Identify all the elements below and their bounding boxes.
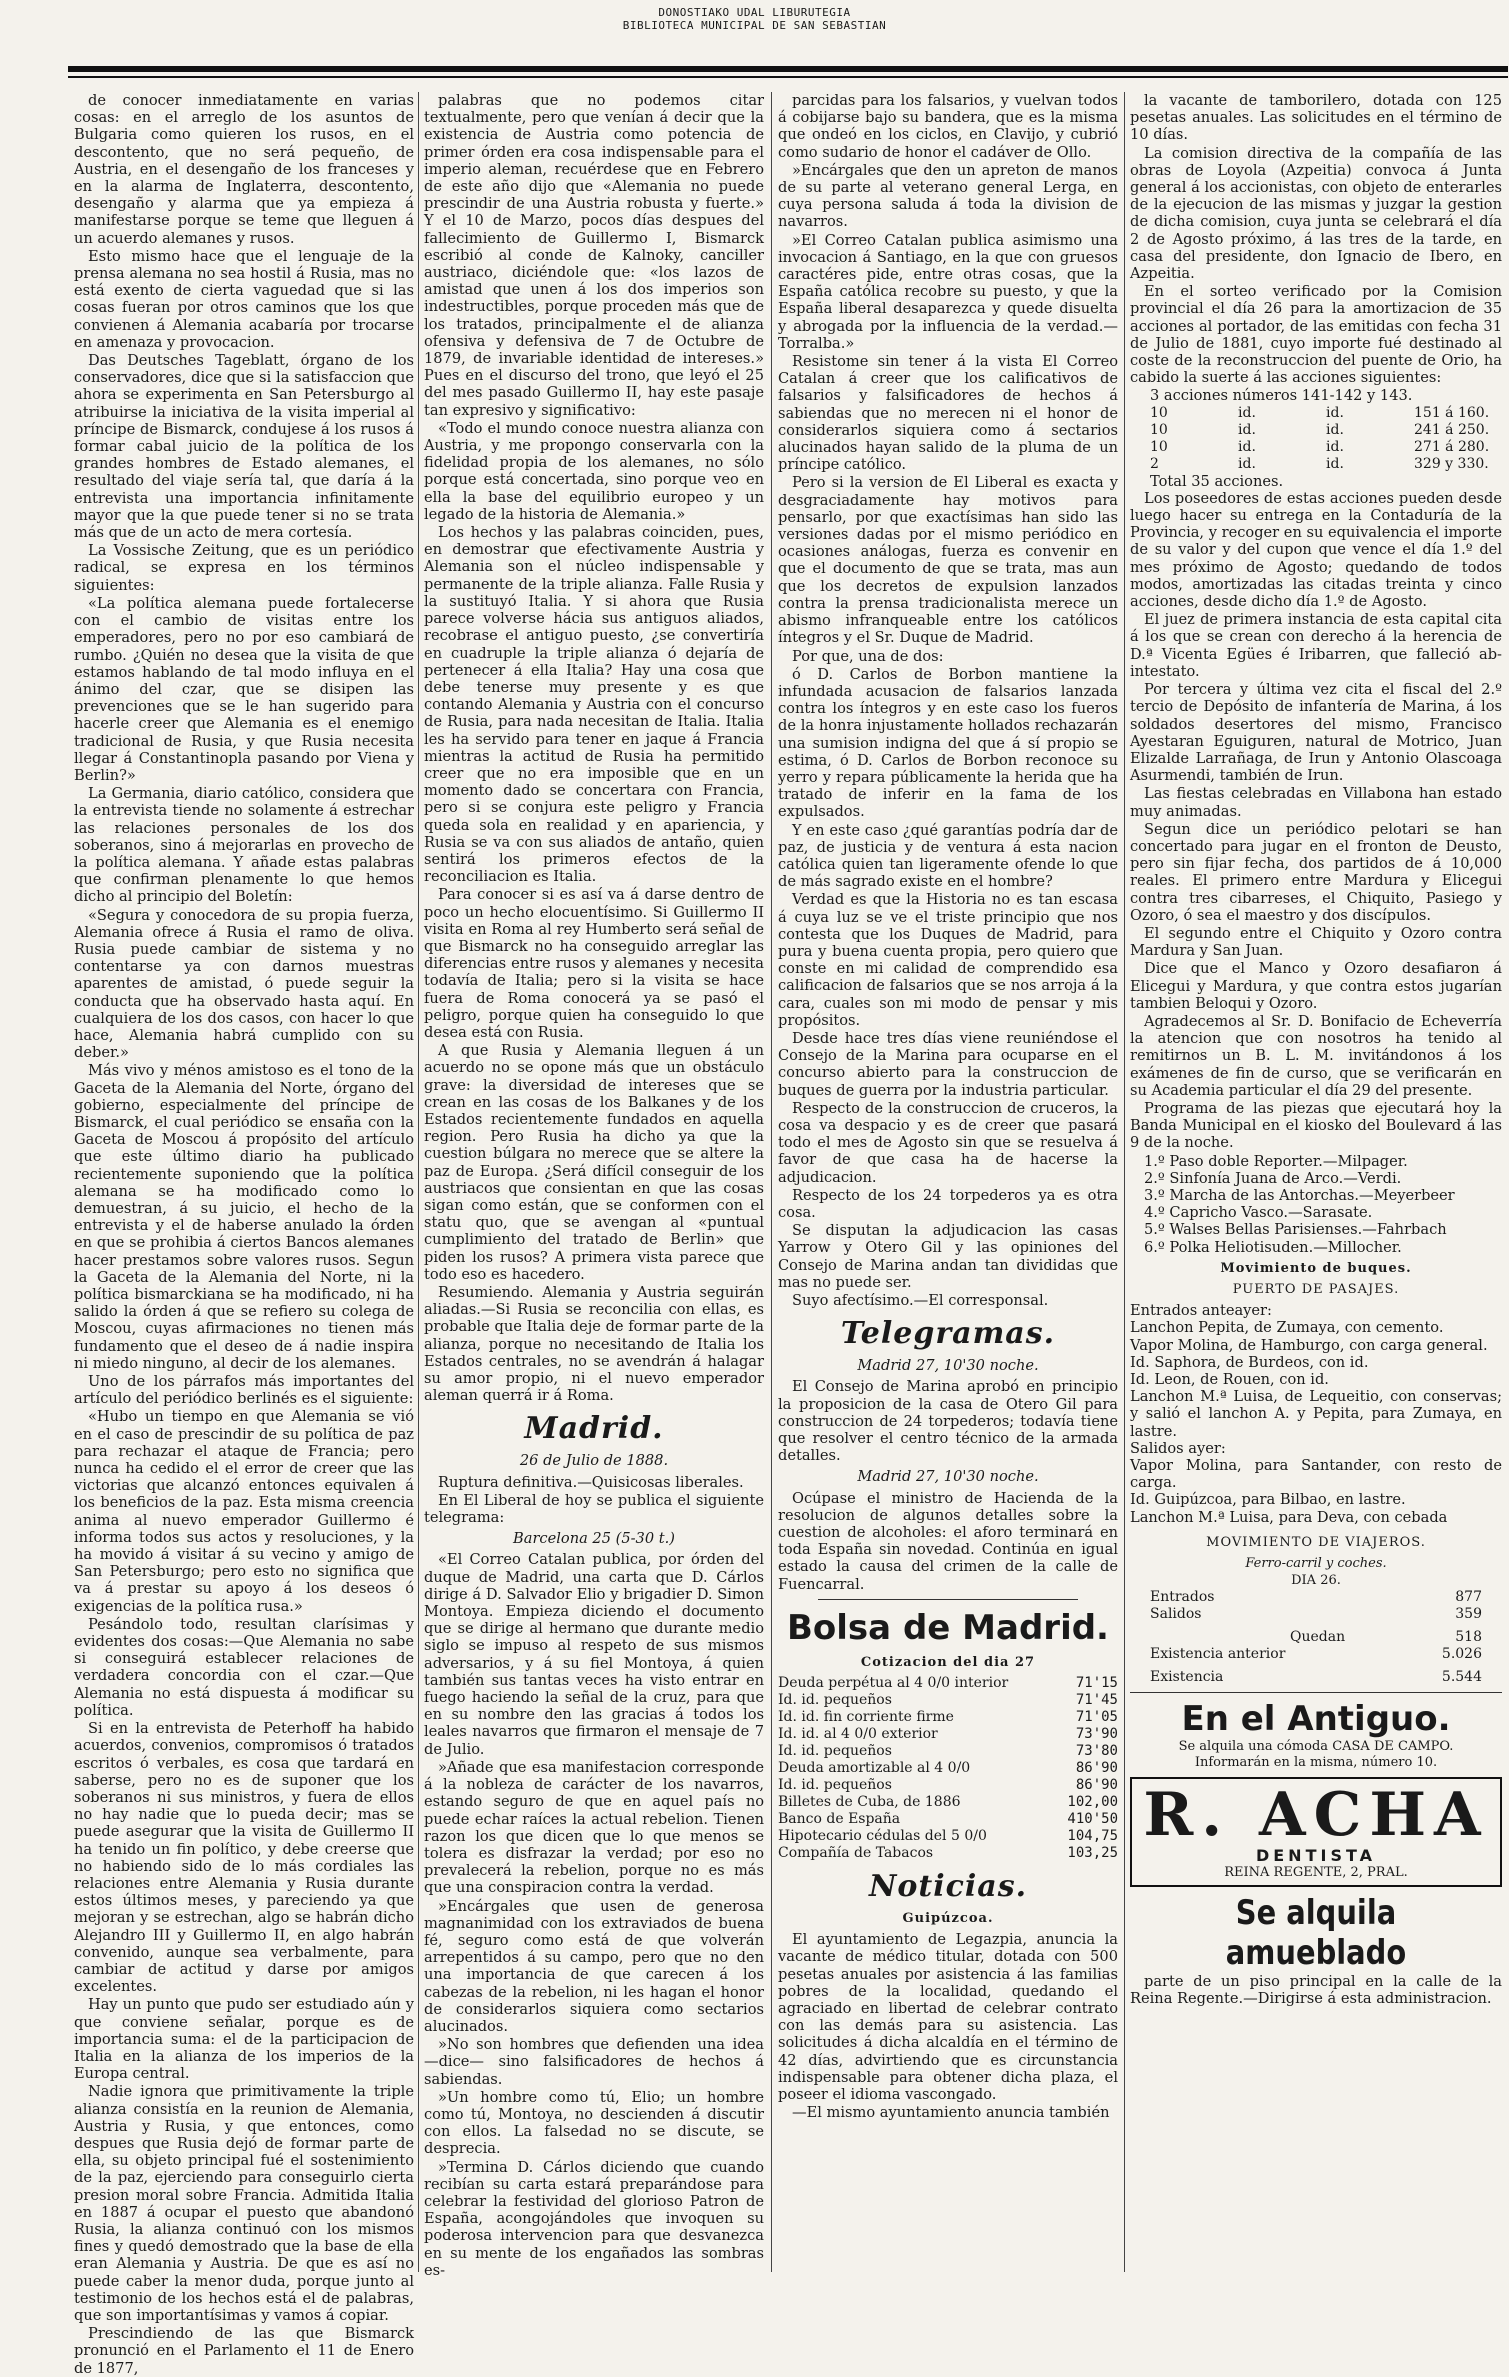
viajeros-dia: DIA 26. (1291, 1573, 1341, 1589)
bolsa-label: Id. id. pequeños (778, 1777, 892, 1794)
bolsa-value: 102,00 (1067, 1794, 1118, 1811)
paragraph: Pesándolo todo, resultan clarísimas y evidentes dos cosas:—Que Alemania no sabe si conseguirá establecer relaciones de verdadera concordia con el czar.—Que Alemania no está dispuesta á modificar su política. (74, 1615, 414, 1719)
acc-id: id. (1326, 421, 1344, 438)
paragraph: Agradecemos al Sr. D. Bonifacio de Echeverría la atencion que con nosotros ha tenido al remitirnos un B. L. M. invitándonos á los exámenes de fin de curso, que se verificarán en su Academia particular el día 29 del presente. (1130, 1012, 1502, 1099)
table-row (778, 1845, 1118, 1862)
bolsa-label: Id. id. al 4 0/0 exterior (778, 1726, 938, 1743)
list-item: 5.º Walses Bellas Parisienses.—Fahrbach (1144, 1221, 1447, 1239)
noticias-region: Guipúzcoa. (902, 1911, 994, 1927)
telegram-text: El Consejo de Marina aprobó en principio la proposicion de la casa de Otero Gil para construccion de 24 torpederos; todavía tiene que resolver el centro técnico de la armada detalles. (778, 1378, 1118, 1465)
viaj-value: 359 (1455, 1606, 1482, 1623)
bolsa-subtitle: Cotizacion del dia 27 (860, 1654, 1036, 1670)
top-rule-thick (68, 66, 1508, 72)
bolsa-label: Hipotecario cédulas del 5 0/0 (778, 1828, 987, 1845)
viaj-value: 5.544 (1441, 1669, 1482, 1686)
bolsa-value: 104,75 (1067, 1828, 1118, 1845)
table-row (778, 1811, 1118, 1828)
paragraph: «Hubo un tiempo en que Alemania se vió en el caso de prescindir de su política de paz para rechazar el ataque de Francia; pero nunca ha cedido el el error de creer que las victorias que alcanzó entonces equivalen á los beneficios de la paz. Esta misma creencia anima al nuevo emperador Guillermo é informa todos sus actos y resoluciones, y la ha movido á visitar á su vecino y amigo de San Petersburgo; pero esto no significa que va á prestar su apoyo á los deseos ó exigencias de la política rusa.» (74, 1408, 414, 1615)
telegram-text: Ocúpase el ministro de Hacienda de la resolucion de algunos detalles sobre la cuestion de alcoholes: el aforo terminará en toda España sin novedad. Continúa en igual estado la causa del crimen de la calle de Fuencarral. (778, 1489, 1118, 1593)
table-row (1130, 1589, 1502, 1606)
acciones-head: 3 acciones números 141-142 y 143. (1150, 387, 1413, 405)
paragraph: Y en este caso ¿qué garantías podría dar de paz, de justicia y de ventura á esta nacion católica quien tan ligeramente ofende lo que de más sagrado existe en el hombre? (778, 821, 1118, 891)
bolsa-table (778, 1675, 1118, 1862)
top-rule-thin (68, 76, 1508, 78)
paragraph: Resumiendo. Alemania y Austria seguirán aliadas.—Si Rusia se reconcilia con ellas, es probable que Italia deje de formar parte de la alianza, porque no necesitando de Italia los Estados centrales, no se avendrán á halagar su amor propio, ni el nuevo emperador aleman querrá ir á Roma. (424, 1284, 764, 1405)
paragraph: »Termina D. Cárlos diciendo que cuando recibían su carta estará preparándose para celebrar la festividad del glorioso Patron de España, acongojándoles que invoquen su poderosa intervencion para que desvanezca en su mente de los engañados las sombras es- (424, 2158, 764, 2279)
paragraph: »El Correo Catalan publica asimismo una invocacion á Santiago, en la que con gruesos caractéres pide, entre otras cosas, que la España católica recobre su puesto, y que la España liberal desaparezca y quede disuelta y abrogada por la influencia de la verdad.—Torralba.» (778, 231, 1118, 352)
paragraph: Ruptura definitiva.—Quisicosas liberales. (438, 1473, 744, 1491)
acc-range: 329 y 330. (1414, 455, 1489, 472)
acc-count: 10 (1150, 421, 1168, 438)
paragraph: Nadie ignora que primitivamente la triple alianza consistía en la reunion de Alemania, Austria y Rusia, y que entonces, como despues que Rusia dejó de formar parte de ella, su objeto principal fué el sostenimiento de la paz, ejerciendo para conseguirlo cierta presion moral sobre Francia. Admitida Italia en 1887 á ocupar el puesto que abandonó Rusia, la alianza continuó con los mismos fines y quedó demostrado que la base de ella eran Alemania y Austria. De que es así no puede caber la menor duda, porque junto al testimonio de los hechos está el de palabras, que son importantísimas y vamos á copiar. (74, 2083, 414, 2324)
paragraph: Por que, una de dos: (792, 647, 944, 665)
table-row (1130, 1606, 1502, 1623)
column-divider-3 (1124, 92, 1125, 2272)
paragraph: Uno de los párrafos más importantes del artículo del periódico berlinés es el siguiente: (74, 1373, 414, 1408)
paragraph: Los hechos y las palabras coinciden, pues, en demostrar que efectivamente Austria y Alemania son el núcleo indispensable y permanente de la triple alianza. Falle Rusia y la sustituyó Italia. Y si ahora que Rusia parece volverse hácia sus antiguos aliados, recobrase el antiguo puesto, ¿se convertiría en cuadruple la triple alianza ó dejaría de pertenecer á ella Italia? Hay una cosa que debe tenerse muy presente y es que contando Alemania y Austria con el concurso de Rusia, para nada necesitan de Italia. Italia les ha servido para tener en jaque á Francia mientras la actitud de Rusia ha permitido creer que no era imposible que en un momento dado se concertara con Francia, pero si se conjura este peligro y Francia queda sola en realidad y en apariencia, y Rusia se va con sus aliados de antaño, quien sentirá los primeros efectos de la reconciliacion es Italia. (424, 524, 764, 886)
bolsa-label: Deuda perpétua al 4 0/0 interior (778, 1675, 1009, 1692)
table-row (778, 1709, 1118, 1726)
paragraph: palabras que no podemos citar textualmente, pero que venían á decir que la existencia de Austria como potencia de primer órden era cosa indispensable para el imperio aleman, recuérdese que en Febrero de este año dijo que «Alemania no puede prescindir de una Austria robusta y fuerte.» Y el 10 de Marzo, pocos días despues del fallecimiento de Guillermo I, Bismarck escribió al conde de Kalnoky, canciller austriaco, diciéndole que: «los lazos de amistad que unen á los dos imperios son indestructibles, porque proceden más que de los tratados, principalmente el de alianza ofensiva y defensiva de 7 de Octubre de 1879, de invariable identidad de intereses.» Pues en el discurso del trono, que leyó el 25 del mes pasado Guillermo II, hay este pasaje tan expresivo y significativo: (424, 92, 764, 419)
paragraph: La Germania, diario católico, considera que la entrevista tiende no solamente á estrechar las relaciones personales de los dos soberanos, sino á mejorarlas en provecho de la política alemana. Y añade estas palabras que confirman plenamente lo que hemos dicho al principio del Boletín: (74, 785, 414, 906)
acc-id: id. (1238, 404, 1256, 421)
bolsa-label: Billetes de Cuba, de 1886 (778, 1794, 961, 1811)
list-item: Entrados anteayer: (1130, 1302, 1272, 1320)
acc-count: 10 (1150, 438, 1168, 455)
telegram-dateline: Madrid 27, 10'30 noche. (857, 1357, 1039, 1375)
bolsa-value: 410'50 (1067, 1811, 1118, 1828)
paragraph: la vacante de tamborilero, dotada con 125 pesetas anuales. Las solicitudes en el término de 10 días. (1130, 92, 1502, 144)
paragraph: »No son hombres que defienden una idea —dice— sino falsificadores de hechos á sabiendas. (424, 2036, 764, 2088)
acc-count: 2 (1150, 455, 1159, 472)
list-item: Id. Leon, de Rouen, con id. (1130, 1371, 1329, 1389)
acc-id: id. (1326, 404, 1344, 421)
paragraph: »Encárgales que usen de generosa magnanimidad con los extraviados de buena fé, seguro como está de que volverán arrepentidos á su campo, pero que no den una importancia de que carecen á los cabezas de la rebelion, ni les hagan el honor de considerarlos siquiera como sectarios alucinados. (424, 1897, 764, 2035)
paragraph: Respecto de los 24 torpederos ya es otra cosa. (778, 1186, 1118, 1221)
noticias-section-title: Noticias. (868, 1869, 1028, 1905)
paragraph: Segun dice un periódico pelotari se han concertado para jugar en el fronton de Deusto, pero sin fijar fecha, dos partidos de á 10,000 reales. El primero entre Mardura y Elicegui contra tres cibarreses, el Chiquito, Pasiego y Ozoro, ó sea el maestro y dos discípulos. (1130, 820, 1502, 924)
viaj-label: Quedan (1290, 1629, 1346, 1646)
table-row (1150, 456, 1502, 473)
list-item: Id. Guipúzcoa, para Bilbao, en lastre. (1130, 1491, 1406, 1509)
bolsa-label: Compañía de Tabacos (778, 1845, 934, 1862)
paragraph: Dice que el Manco y Ozoro desafiaron á Elicegui y Mardura, y que contra estos jugarían tambien Beloqui y Ozoro. (1130, 960, 1502, 1012)
list-item: 2.º Sinfonía Juana de Arco.—Verdi. (1144, 1169, 1402, 1187)
table-row (1130, 1629, 1502, 1646)
paragraph: »Encárgales que den un apreton de manos de su parte al veterano general Lerga, en cuya persona saluda á toda la division de navarros. (778, 161, 1118, 231)
paragraph: Los poseedores de estas acciones pueden desde luego hacer su entrega en la Contaduría de la Provincia, y recoger en su equivalencia el importe de su valor y del cupon que vence el día 1.º del mes próximo de Agosto; quedando de todos modos, amortizadas las citadas treinta y cinco acciones, desde dicho día 1.º de Agosto. (1130, 489, 1502, 611)
paragraph: La comision directiva de la compañía de las obras de Loyola (Azpeitia) convoca á Junta general á los accionistas, con objeto de enterarles de la ejecucion de las mismas y juzgar la gestion de dicha comision, cuya junta se celebrará el día 2 de Agosto próximo, á las tres de la tarde, en casa del presidente, don Ignacio de Ibero, en Azpeitia. (1130, 144, 1502, 283)
column-1 (74, 92, 414, 2377)
list-item: 6.º Polka Heliotisuden.—Millocher. (1144, 1238, 1402, 1256)
acc-id: id. (1238, 421, 1256, 438)
bolsa-value: 73'80 (1075, 1743, 1118, 1760)
paragraph: El ayuntamiento de Legazpia, anuncia la vacante de médico titular, dotada con 500 pesetas anuales por asistencia á las familias pobres de la localidad, quedando el agraciado en libertad de celebrar contrato con las demás para su asistencia. Las solicitudes á dicha alcaldía en el término de 42 días, advirtiendo que es circunstancia indispensable para obtener dicha plaza, el poseer el idioma vascongado. (778, 1931, 1118, 2104)
bolsa-label: Id. id. pequeños (778, 1743, 892, 1760)
paragraph: Por tercera y última vez cita el fiscal del 2.º tercio de Depósito de infantería de Marina, á los soldados desertores del mismo, Francisco Ayestaran Eguiguren, natural de Motrico, Juan Elizalde Larrañaga, de Irun y Antonio Olascoaga Asurmendi, también de Irun. (1130, 681, 1502, 785)
column-divider-1 (418, 92, 419, 2272)
list-item: Salidos ayer: (1130, 1439, 1226, 1457)
acc-id: id. (1238, 438, 1256, 455)
ad-acha-address: REINA REGENTE, 2, PRAL. (1224, 1864, 1408, 1880)
viaj-label: Existencia (1150, 1669, 1224, 1686)
table-row (778, 1777, 1118, 1794)
ad-antiguo-title: En el Antiguo. (1181, 1699, 1451, 1740)
paragraph: Para conocer si es así va á darse dentro de poco un hecho elocuentísimo. Si Guillermo II visita en Roma al rey Humberto será señal de que Bismarck no ha conseguido arreglar las diferencias entre rusos y alemanes y necesita todavía de Italia; pero si la visita se hace fuera de Roma conocerá ya se pasó el peligro, porque quien ha conseguido lo que desea está con Rusia. (424, 886, 764, 1041)
acc-range: 151 á 160. (1414, 404, 1490, 421)
ad-acha-job: DENTISTA (1255, 1846, 1377, 1866)
buques-list (1130, 1302, 1502, 1526)
table-row (778, 1675, 1118, 1692)
column-3 (778, 92, 1118, 2272)
list-item: 4.º Capricho Vasco.—Sarasate. (1144, 1204, 1373, 1222)
programa-list (1130, 1153, 1502, 1256)
acc-id: id. (1326, 438, 1344, 455)
table-row (778, 1794, 1118, 1811)
list-item: Vapor Molina, para Santander, con resto de carga. (1130, 1457, 1502, 1492)
bolsa-value: 71'45 (1075, 1692, 1118, 1709)
acc-id: id. (1326, 455, 1344, 472)
table-row (1130, 1646, 1502, 1663)
column-divider-2 (771, 92, 772, 2272)
telegramas-section-title: Telegramas. (840, 1316, 1056, 1352)
bolsa-value: 73'90 (1075, 1726, 1118, 1743)
madrid-section-title: Madrid. (524, 1411, 664, 1447)
table-row (1130, 1669, 1502, 1686)
ad-acha-name: R. ACHA (1143, 1780, 1489, 1851)
column-2 (424, 92, 764, 2279)
paragraph: —El mismo ayuntamiento anuncia también (792, 2104, 1110, 2122)
viaj-value: 877 (1455, 1589, 1482, 1606)
viaj-label: Salidos (1150, 1606, 1202, 1623)
paragraph: «Segura y conocedora de su propia fuerza, Alemania ofrece á Rusia el ramo de oliva. Rusia puede cambiar de sistema y no contentarse ya con darnos muestras aparentes de amistad, ó puede seguir la conducta que ha observado hasta aquí. En cualquiera de los dos casos, con hacer lo que hace, Alemania habrá cumplido con su deber.» (74, 906, 414, 1062)
list-item: 3.º Marcha de las Antorchas.—Meyerbeer (1144, 1186, 1455, 1204)
paragraph: «La política alemana puede fortalecerse con el cambio de visitas entre los emperadores, pero no por eso cambiará de rumbo. ¿Quién no desea que la visita de que estamos hablando de tal modo influya en el ánimo del czar, que se disipen las prevenciones que se le han sugerido para hacerle creer que Alemania es el enemigo tradicional de Rusia, y que Rusia necesita llegar á Constantinopla pasando por Viena y Berlin?» (74, 594, 414, 784)
paragraph: El juez de primera instancia de esta capital cita á los que se crean con derecho á la herencia de D.ª Vicenta Egües é Iribarren, que falleció ab-intestato. (1130, 611, 1502, 680)
table-row (778, 1692, 1118, 1709)
table-row (778, 1743, 1118, 1760)
table-row (778, 1760, 1118, 1777)
paragraph: En El Liberal de hoy se publica el siguiente telegrama: (424, 1491, 764, 1527)
acc-range: 241 á 250. (1414, 421, 1490, 438)
paragraph: Si en la entrevista de Peterhoff ha habido acuerdos, convenios, compromisos ó tratados escritos ó verbales, es cosa que tardará en saberse, pero no es de suponer que los soberanos ni sus ministros, y fuera de ellos no hay nadie que lo pueda decir; mas se puede asegurar que la visita de Guillermo II ha tenido un fin político, y debe creerse que no habiendo sido de lo más cordiales las relaciones entre Alemania y Rusia durante estos últimos meses, y pareciendo ya que mejoran y se estrechan, algo se habrán dicho Alejandro III y Guillermo II, en algo habrán convenido, aunque sea verbalmente, para cambiar de actitud y darse por amigos excelentes. (74, 1720, 414, 1996)
telegram-origin: Barcelona 25 (5-30 t.) (513, 1530, 675, 1548)
column-4 (1130, 92, 1502, 2272)
paragraph: parcidas para los falsarios, y vuelvan todos á cobijarse bajo su bandera, que es la misma que ondeó en los ciclos, en Clavijo, y cubrió como sudario de honor el cadáver de Ollo. (778, 92, 1118, 161)
paragraph: Verdad es que la Historia no es tan escasa á cuya luz se ve el triste principio que nos contesta que los Duques de Madrid, para pura y buena cuenta propia, pero quiero que conste en mi calidad de comprendido esa calificacion de falsarios que se nos arroja á la cara, cuales son mi modo de pensar y mis propósitos. (778, 891, 1118, 1029)
acciones-list (1130, 387, 1502, 489)
paragraph: Prescindiendo de las que Bismarck pronunció en el Parlamento el 11 de Enero de 1877, (74, 2325, 414, 2377)
acc-count: 10 (1150, 404, 1168, 421)
list-item: Lanchon M.ª Luisa, para Deva, con cebada (1130, 1508, 1448, 1526)
paragraph: El segundo entre el Chiquito y Ozoro contra Mardura y San Juan. (1130, 924, 1502, 960)
viaj-label: Existencia anterior (1150, 1646, 1286, 1663)
bolsa-label: Id. id. fin corriente firme (778, 1709, 954, 1726)
ad-alquila-text: parte de un piso principal en la calle de la Reina Regente.—Dirigirse á esta administracion. (1130, 1972, 1502, 2007)
telegram-dateline: Madrid 27, 10'30 noche. (857, 1468, 1039, 1486)
divider (1130, 1692, 1502, 1693)
ad-alquila-title: Se alquila amueblado (1225, 1892, 1407, 1973)
viajeros-sub: Ferro-carril y coches. (1245, 1556, 1387, 1572)
ad-antiguo-text: Informarán en la misma, número 10. (1194, 1755, 1438, 1771)
bolsa-label: Id. id. pequeños (778, 1692, 892, 1709)
list-item: 1.º Paso doble Reporter.—Milpager. (1144, 1152, 1408, 1170)
paragraph: Más vivo y ménos amistoso es el tono de la Gaceta de la Alemania del Norte, órgano del gobierno, especialmente del príncipe de Bismarck, el cual periódico se ensaña con la Gaceta de Moscou á propósito del artículo que este último diario ha publicado recientemente suponiendo que la política alemana se ha modificado como lo demuestran, á su juicio, el hecho de la entrevista y el de haberse anulado la órden en que se prohibia á ciertos Bancos alemanes hacer prestamos sobre valores rusos. Segun la Gaceta de la Alemania del Norte, ni la política bismarckiana se ha modificado, ni ha salido la órden á que se refiero su colega de Moscou, cuyas afirmaciones no tienen más fundamento que el deseo de á nadie inspira ni miedo ninguno, al decir de los alemanes. (74, 1062, 414, 1372)
table-row (1150, 422, 1502, 439)
madrid-dateline: 26 de Julio de 1888. (519, 1452, 669, 1470)
paragraph: Pero si la version de El Liberal es exacta y desgraciadamente hay motivos para pensarlo, por que exactísimas han sido las versiones dadas por el mismo periódico en ocasiones análogas, fuerza es convenir en que el documento de que se trata, mas aun que los decretos de expulsion lanzados contra la prensa tradicionalista merece un abismo infranqueable entre los católicos íntegros y el Sr. Duque de Madrid. (778, 474, 1118, 647)
buques-port: PUERTO DE PASAJES. (1232, 1282, 1400, 1297)
bolsa-value: 71'05 (1075, 1709, 1118, 1726)
list-item: Lanchon M.ª Luisa, de Lequeitio, con conservas; y salió el lanchon A. y Pepita, para Zumaya, en lastre. (1130, 1388, 1502, 1440)
list-item: Lanchon Pepita, de Zumaya, con cemento. (1130, 1319, 1444, 1337)
table-row (1150, 405, 1502, 422)
bolsa-value: 71'15 (1075, 1675, 1118, 1692)
bolsa-label: Banco de España (778, 1811, 901, 1828)
viajeros-title: MOVIMIENTO DE VIAJEROS. (1206, 1534, 1426, 1550)
ad-antiguo-text: Se alquila una cómoda CASA DE CAMPO. (1178, 1739, 1454, 1755)
acciones-total: Total 35 acciones. (1150, 472, 1284, 490)
viaj-label: Entrados (1150, 1589, 1215, 1606)
ad-acha-box (1130, 1777, 1502, 1886)
paragraph: En el sorteo verificado por la Comision provincial el día 26 para la amortizacion de 35 acciones al portador, de las emitidas con fecha 31 de Julio de 1881, cuyo importe fué destinado al coste de la reconstruccion del puente de Orio, ha cabido la suerte á las acciones siguientes: (1130, 283, 1502, 387)
viaj-value: 518 (1455, 1629, 1482, 1646)
bolsa-value: 103,25 (1067, 1845, 1118, 1862)
paragraph: Programa de las piezas que ejecutará hoy la Banda Municipal en el kiosko del Boulevard á las 9 de la noche. (1130, 1099, 1502, 1152)
bolsa-section-title: Bolsa de Madrid. (787, 1607, 1109, 1648)
paragraph: Desde hace tres días viene reuniéndose el Consejo de la Marina para ocuparse en el concurso abierto para la construccion de buques de guerra por la industria particular. (778, 1029, 1118, 1099)
paragraph: Esto mismo hace que el lenguaje de la prensa alemana no sea hostil á Rusia, mas no está exento de cierta vaguedad que si las cosas fueran por otros caminos que los que convienen á Alemania acabaría por trocarse en amenaza y provocacion. (74, 247, 414, 351)
paragraph: Resistome sin tener á la vista El Correo Catalan á creer que los calificativos de falsarios y falsificadores de hechos á sabiendas que no merecen ni el honor de considerarlos siquiera como á sectarios alucinados hayan salido de la pluma de un príncipe católico. (778, 353, 1118, 474)
paragraph: «Todo el mundo conoce nuestra alianza con Austria, y me propongo conservarla con la fidelidad propia de los alemanes, no sólo porque está concertada, sino porque veo en ella la base del equilibrio europeo y un legado de la historia de Alemania.» (424, 419, 764, 523)
buques-title: Movimiento de buques. (1220, 1260, 1412, 1276)
paragraph: Respecto de la construccion de cruceros, la cosa va despacio y es de creer que pasará todo el mes de Agosto sin que se resuelva á favor de que casa ha de hacerse la adjudicacion. (778, 1099, 1118, 1186)
paragraph: »Un hombre como tú, Elio; un hombre como tú, Montoya, no descienden á discutir con ellos. La falsedad no se discute, se desprecia. (424, 2088, 764, 2158)
paragraph: «El Correo Catalan publica, por órden del duque de Madrid, una carta que D. Cárlos dirige á D. Salvador Elio y brigadier D. Simon Montoya. Empieza diciendo el documento que se dirige al hermano que durante medio siglo se impuso al respeto de sus mismos adversarios, y á su fiel Montoya, á quien también sus tantas veces ha visto entrar en fuego haciendo la señal de la cruz, para que en su nombre den las gracias á todos los leales navarros que firmaron el mensaje de 7 de Julio. (424, 1551, 764, 1758)
paragraph: Se disputan la adjudicacion las casas Yarrow y Otero Gil y las opiniones del Consejo de Marina andan tan divididas que mas no puede ser. (778, 1222, 1118, 1291)
paragraph: Hay un punto que pudo ser estudiado aún y que conviene señalar, porque es de importancia suma: el de la participacion de Italia en la alianza de los imperios de la Europa central. (74, 1996, 414, 2083)
table-row (778, 1726, 1118, 1743)
acc-id: id. (1238, 455, 1256, 472)
paragraph: Las fiestas celebradas en Villabona han estado muy animadas. (1130, 785, 1502, 820)
paragraph: »Añade que esa manifestacion corresponde á la nobleza de carácter de los navarros, estando seguro de que en aquel país no puede echar raíces la actual rebelion. Tienen razon los que dicen que lo que menos se tolera es disfrazar la verdad; por eso no prevalecerá la rebelion, porque no es más que una conspiracion contra la verdad. (424, 1758, 764, 1897)
list-item: Id. Saphora, de Burdeos, con id. (1130, 1353, 1369, 1371)
header-line-1: DONOSTIAKO UDAL LIBURUTEGIA (658, 6, 851, 19)
bolsa-label: Deuda amortizable al 4 0/0 (778, 1760, 971, 1777)
list-item: Vapor Molina, de Hamburgo, con carga general. (1130, 1336, 1488, 1354)
table-row (1150, 439, 1502, 456)
paragraph: de conocer inmediatamente en varias cosas: en el arreglo de los asuntos de Bulgaria como quieren los rusos, en el descontento, que no será pequeño, de Austria, en el desengaño de los franceses y en la alarma de Inglaterra, descontento, desengaño y alarma que ya empieza á manifestarse porque se teme que lleguen á un acuerdo alemanes y rusos. (74, 92, 414, 247)
library-header (0, 6, 1509, 32)
paragraph: La Vossische Zeitung, que es un periódico radical, se expresa en los términos siguientes: (74, 542, 414, 594)
bolsa-value: 86'90 (1075, 1777, 1118, 1794)
acc-range: 271 á 280. (1414, 438, 1490, 455)
paragraph: ó D. Carlos de Borbon mantiene la infundada acusacion de falsarios lanzada contra los íntegros y en este caso los fueros de la honra injustamente hollados rechazarán una sumision indigna del que á sí propio se estima, ó D. Carlos de Borbon reconoce su yerro y repara públicamente la herida que ha tratado de inferir en la fama de los expulsados. (778, 665, 1118, 821)
paragraph: Das Deutsches Tageblatt, órgano de los conservadores, dice que si la satisfaccion que ahora se experimenta en San Petersburgo al atribuirse la iniciativa de la visita imperial al príncipe de Bismarck, condujese á los rusos á formar cabal juicio de la política de los grandes hombres de Estado alemanes, el resultado del viaje sería tal, que daría á la entrevista una importancia infinitamente mayor que la que puede tener si no se trata más que de un acto de mera cortesía. (74, 352, 414, 542)
viaj-value: 5.026 (1441, 1646, 1482, 1663)
paragraph: A que Rusia y Alemania lleguen á un acuerdo no se opone más que un obstáculo grave: la diversidad de intereses que se crean en las cosas de los Balkanes y de los Estados recientemente fundados en aquella region. Pero Rusia ha dicho ya que la cuestion búlgara no merece que se altere la paz de Europa. ¿Será difícil conseguir de los austriacos que consientan en que las cosas sigan como están, que se conformen con el statu quo, que se avengan al «puntual cumplimiento del tratado de Berlin» que piden los rusos? A primera vista parece que todo eso es hacedero. (424, 1042, 764, 1283)
paragraph: Suyo afectísimo.—El corresponsal. (792, 1292, 1049, 1310)
bolsa-value: 86'90 (1075, 1760, 1118, 1777)
table-row (778, 1828, 1118, 1845)
divider (818, 1599, 1078, 1600)
header-line-2: BIBLIOTECA MUNICIPAL DE SAN SEBASTIAN (622, 19, 887, 32)
